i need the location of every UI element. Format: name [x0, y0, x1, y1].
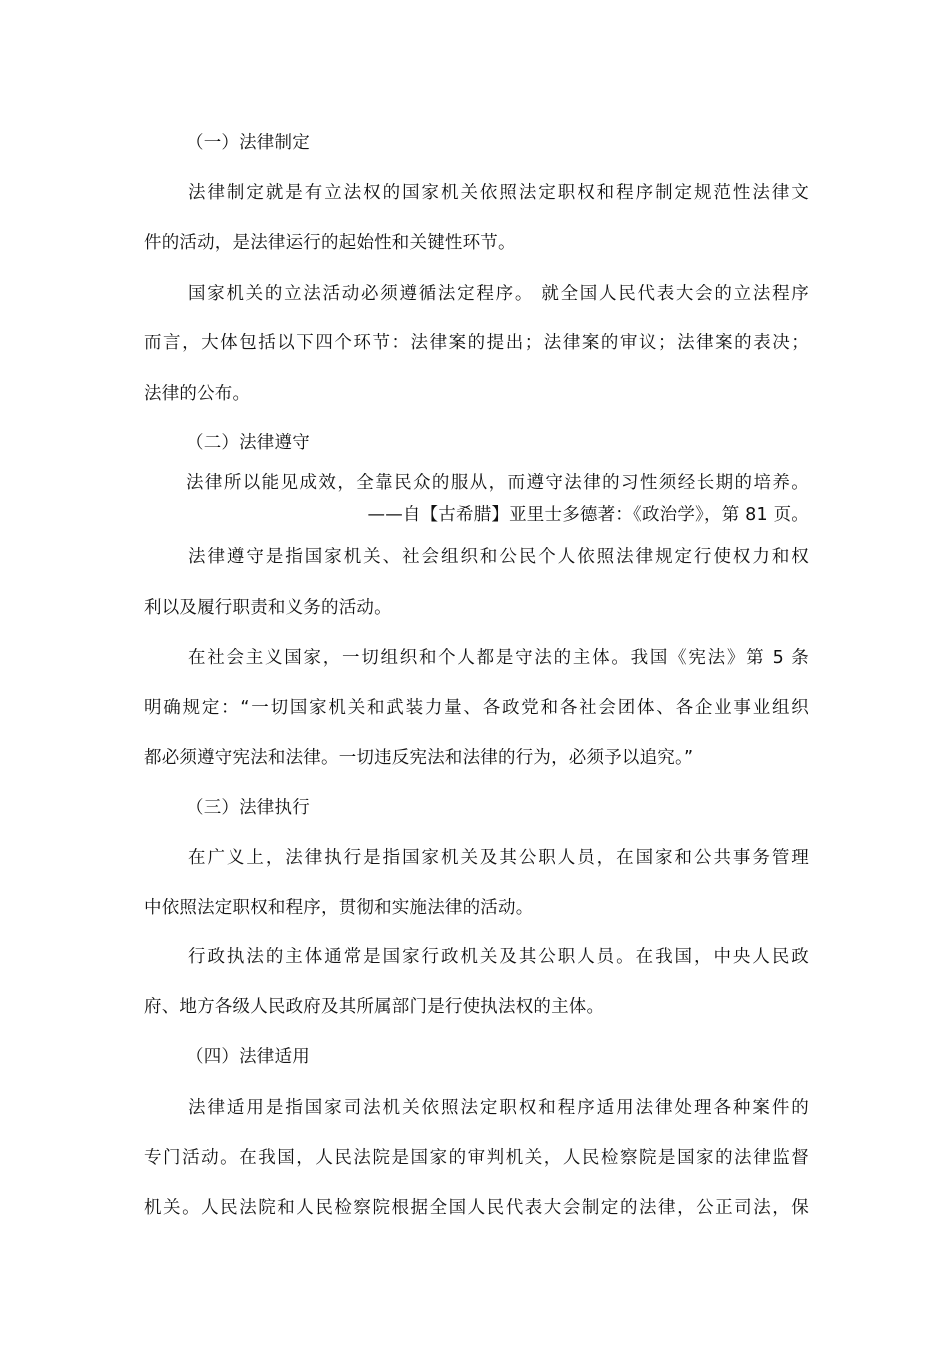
paragraph-line: 专门活动。在我国，人民法院是国家的审判机关，人民检察院是国家的法律监督 [144, 1148, 809, 1168]
paragraph-line: 中依照法定职权和程序，贯彻和实施法律的活动。 [144, 898, 534, 918]
paragraph-line: 行政执法的主体通常是国家行政机关及其公职人员。在我国，中央人民政 [188, 947, 809, 967]
section-heading-law-enforcement: （三）法律执行 [186, 798, 310, 818]
paragraph-line: 在广义上，法律执行是指国家机关及其公职人员，在国家和公共事务管理 [188, 848, 809, 868]
paragraph-line: 都必须遵守宪法和法律。一切违反宪法和法律的行为，必须予以追究。” [144, 748, 694, 768]
quotation-source: ——自【古希腊】亚里士多德著：《政治学》，第 81 页。 [367, 505, 809, 525]
section-heading-lawmaking: （一）法律制定 [186, 133, 310, 153]
paragraph-line: 法律适用是指国家司法机关依照法定职权和程序适用法律处理各种案件的 [188, 1098, 809, 1118]
paragraph-line: 明确规定：“一切国家机关和武装力量、各政党和各社会团体、各企业事业组织 [144, 698, 809, 718]
paragraph-line: 机关。人民法院和人民检察院根据全国人民代表大会制定的法律，公正司法，保 [144, 1198, 809, 1218]
section-heading-law-compliance: （二）法律遵守 [186, 433, 310, 453]
paragraph-line: 法律遵守是指国家机关、社会组织和公民个人依照法律规定行使权力和权 [188, 547, 809, 567]
paragraph-line: 件的活动，是法律运行的起始性和关键性环节。 [144, 233, 516, 253]
quotation: 法律所以能见成效，全靠民众的服从，而遵守法律的习性须经长期的培养。 [186, 473, 809, 493]
paragraph-line: 府、地方各级人民政府及其所属部门是行使执法权的主体。 [144, 997, 605, 1017]
paragraph-line: 法律制定就是有立法权的国家机关依照法定职权和程序制定规范性法律文 [188, 183, 809, 203]
section-heading-law-application: （四）法律适用 [186, 1047, 310, 1067]
paragraph-line: 法律的公布。 [144, 384, 251, 404]
paragraph-line: 而言，大体包括以下四个环节：法律案的提出；法律案的审议；法律案的表决； [144, 333, 809, 353]
paragraph-line: 在社会主义国家，一切组织和个人都是守法的主体。我国《宪法》第 5 条 [188, 648, 809, 668]
paragraph-line: 国家机关的立法活动必须遵循法定程序。 就全国人民代表大会的立法程序 [188, 284, 809, 304]
paragraph-line: 利以及履行职责和义务的活动。 [144, 598, 392, 618]
